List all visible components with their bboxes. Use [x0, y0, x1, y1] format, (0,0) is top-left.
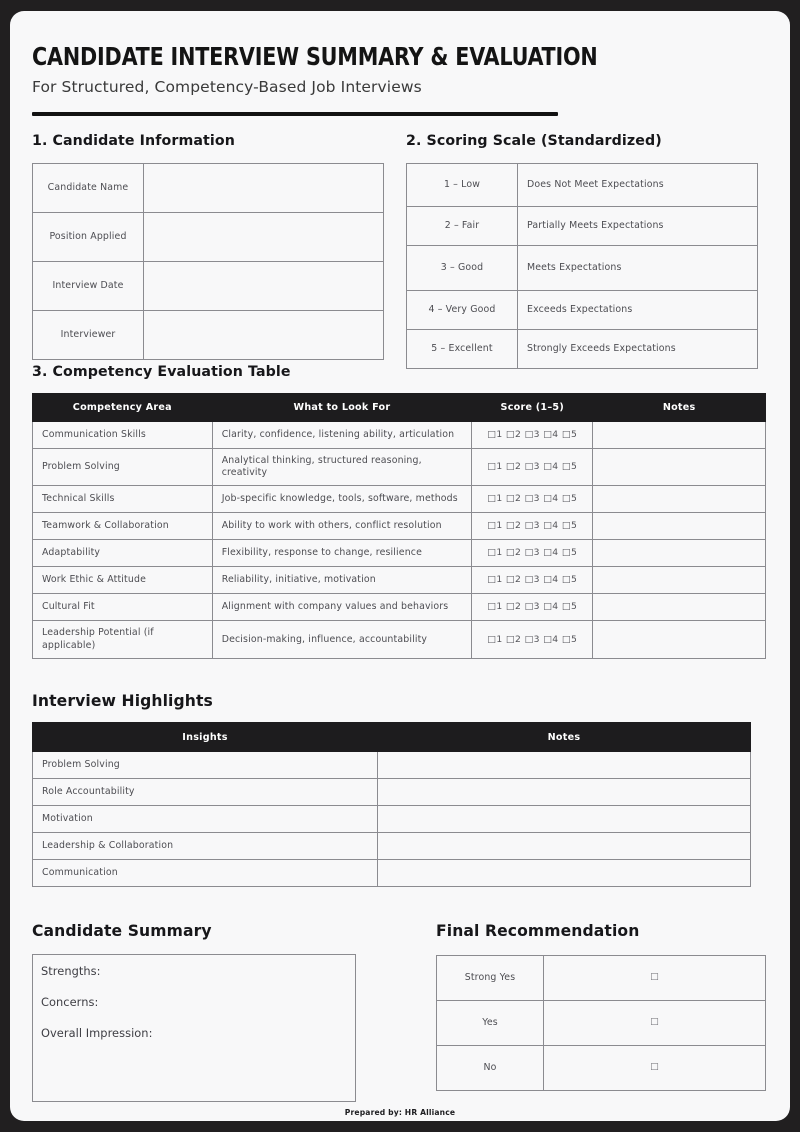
notes-field[interactable]	[593, 422, 766, 449]
table-row	[33, 833, 751, 860]
recommendation-label-no: No	[483, 1061, 497, 1073]
highlight-notes-field[interactable]	[378, 779, 751, 806]
score-checkboxes: □1 □2 □3 □4 □5	[487, 429, 578, 441]
competency-area-cell	[33, 621, 213, 658]
table-row	[33, 594, 766, 621]
table-row	[33, 486, 766, 513]
insight-cell	[33, 860, 378, 887]
table-header-row	[33, 394, 766, 422]
document-body	[32, 11, 766, 1073]
recommendation-checkbox-cell-strong-yes[interactable]	[544, 956, 766, 1001]
column-header-what-to-look-for: What to Look For	[212, 394, 471, 422]
highlight-notes-field[interactable]	[378, 806, 751, 833]
what-to-look-for-text: Decision-making, influence, accountability	[221, 633, 428, 645]
table-row	[33, 752, 751, 779]
scale-score-3: 3 – Good	[440, 261, 484, 273]
page-title: CANDIDATE INTERVIEW SUMMARY & EVALUATION	[32, 42, 598, 71]
highlight-notes-field[interactable]	[378, 833, 751, 860]
notes-field[interactable]	[593, 449, 766, 486]
position-applied-value	[144, 231, 383, 243]
interview-date-value	[144, 280, 383, 292]
competency-area-text: Problem Solving	[42, 461, 120, 473]
notes-text	[593, 574, 765, 586]
highlight-notes-text	[378, 813, 750, 825]
scale-meaning-3: Meets Expectations	[527, 261, 622, 273]
notes-field[interactable]	[593, 594, 766, 621]
highlight-notes-text	[378, 840, 750, 852]
what-to-look-for-cell	[212, 621, 471, 658]
scale-score-1: 1 – Low	[443, 178, 481, 190]
table-row	[33, 513, 766, 540]
table-row	[33, 860, 751, 887]
insight-text: Role Accountability	[42, 785, 135, 797]
recommendation-label-cell	[437, 1001, 544, 1046]
competency-area-text: Leadership Potential (if applicable)	[42, 627, 154, 651]
competency-area-cell	[33, 567, 213, 594]
table-row	[437, 1001, 766, 1046]
notes-text	[593, 547, 765, 559]
interview-highlights-heading: Interview Highlights	[32, 692, 213, 710]
interview-highlights-section	[32, 692, 751, 887]
competency-area-cell	[33, 449, 213, 486]
candidate-summary-textarea[interactable]	[32, 954, 356, 1102]
score-checkboxes: □1 □2 □3 □4 □5	[487, 601, 578, 613]
insight-cell	[33, 752, 378, 779]
scale-score-cell	[407, 330, 518, 369]
scale-score-cell	[407, 207, 518, 246]
highlight-notes-field[interactable]	[378, 860, 751, 887]
notes-field[interactable]	[593, 513, 766, 540]
notes-text	[593, 634, 765, 646]
final-recommendation-table	[436, 955, 766, 1091]
interviewer-label: Interviewer	[60, 328, 116, 340]
scale-meaning-cell	[518, 291, 758, 330]
what-to-look-for-text: Analytical thinking, structured reasoning, creativity	[221, 455, 422, 479]
what-to-look-for-text: Alignment with company values and behaviors	[221, 601, 449, 613]
notes-text	[593, 520, 765, 532]
what-to-look-for-cell	[212, 540, 471, 567]
candidate-summary-section	[32, 922, 356, 1102]
table-header-row	[33, 723, 751, 752]
document-page	[10, 11, 790, 1121]
strengths-label: Strengths:	[41, 964, 101, 978]
scale-meaning-cell	[518, 246, 758, 291]
notes-text	[593, 429, 765, 441]
score-checkbox-group[interactable]	[472, 513, 593, 540]
competency-area-text: Technical Skills	[42, 493, 115, 505]
insight-cell	[33, 833, 378, 860]
column-header-notes: Notes	[593, 394, 766, 422]
table-row	[437, 1046, 766, 1091]
recommendation-label-strong-yes: Strong Yes	[464, 971, 516, 983]
what-to-look-for-text: Ability to work with others, conflict resolution	[221, 520, 442, 532]
what-to-look-for-text: Job-specific knowledge, tools, software, methods	[221, 493, 458, 505]
interview-date-label: Interview Date	[52, 279, 124, 291]
insight-cell	[33, 779, 378, 806]
notes-field[interactable]	[593, 486, 766, 513]
competency-area-text: Work Ethic & Attitude	[42, 574, 146, 586]
position-applied-label-cell	[33, 213, 144, 262]
competency-area-text: Teamwork & Collaboration	[42, 520, 169, 532]
scale-meaning-cell	[518, 164, 758, 207]
notes-field[interactable]	[593, 540, 766, 567]
table-row	[407, 246, 758, 291]
highlight-notes-field[interactable]	[378, 752, 751, 779]
recommendation-label-cell	[437, 956, 544, 1001]
candidate-name-label-cell	[33, 164, 144, 213]
recommendation-label-cell	[437, 1046, 544, 1091]
overall-impression-label: Overall Impression:	[41, 1026, 153, 1040]
candidate-information-section	[32, 133, 384, 360]
table-row	[33, 164, 384, 213]
score-checkboxes: □1 □2 □3 □4 □5	[487, 574, 578, 586]
table-row	[33, 806, 751, 833]
competency-area-cell	[33, 540, 213, 567]
scale-score-cell	[407, 291, 518, 330]
table-row	[33, 567, 766, 594]
scale-score-5: 5 – Excellent	[431, 342, 493, 354]
score-checkbox-group[interactable]	[472, 449, 593, 486]
notes-field[interactable]	[593, 567, 766, 594]
recommendation-checkbox-cell-no[interactable]	[544, 1046, 766, 1091]
competency-evaluation-section	[32, 364, 766, 659]
column-header-competency-area: Competency Area	[33, 394, 213, 422]
highlight-notes-text	[378, 786, 750, 798]
footer-prepared-by: Prepared by: HR Alliance	[344, 1108, 456, 1117]
insight-text: Problem Solving	[42, 758, 120, 770]
score-checkboxes: □1 □2 □3 □4 □5	[487, 547, 578, 559]
score-checkbox-group[interactable]	[472, 567, 593, 594]
scale-meaning-cell	[518, 207, 758, 246]
table-row	[33, 213, 384, 262]
notes-text	[593, 493, 765, 505]
scale-meaning-cell	[518, 330, 758, 369]
scale-score-cell	[407, 246, 518, 291]
title-divider	[32, 112, 558, 116]
what-to-look-for-cell	[212, 567, 471, 594]
score-checkboxes: □1 □2 □3 □4 □5	[487, 493, 578, 505]
competency-area-cell	[33, 513, 213, 540]
what-to-look-for-cell	[212, 486, 471, 513]
competency-evaluation-table	[32, 393, 766, 659]
checkbox-icon: □	[650, 1062, 659, 1073]
notes-text	[593, 461, 765, 473]
recommendation-checkbox-cell-yes[interactable]	[544, 1001, 766, 1046]
insight-text: Motivation	[42, 812, 93, 824]
scale-score-4: 4 – Very Good	[428, 303, 496, 315]
table-row	[407, 164, 758, 207]
table-row	[407, 330, 758, 369]
competency-area-cell	[33, 422, 213, 449]
what-to-look-for-text: Flexibility, response to change, resilience	[221, 547, 423, 559]
interview-date-field[interactable]	[144, 262, 384, 311]
score-checkbox-group[interactable]	[472, 621, 593, 658]
candidate-information-table	[32, 163, 384, 360]
interviewer-label-cell	[33, 311, 144, 360]
table-row	[33, 540, 766, 567]
checkbox-icon: □	[650, 1017, 659, 1028]
scoring-scale-table	[406, 163, 758, 369]
table-row	[33, 779, 751, 806]
position-applied-field[interactable]	[144, 213, 384, 262]
insight-text: Communication	[42, 866, 118, 878]
competency-evaluation-heading: 3. Competency Evaluation Table	[32, 364, 291, 380]
score-checkbox-group[interactable]	[472, 486, 593, 513]
table-row	[437, 956, 766, 1001]
concerns-label: Concerns:	[41, 995, 99, 1009]
what-to-look-for-cell	[212, 449, 471, 486]
candidate-summary-heading: Candidate Summary	[32, 922, 212, 940]
table-row	[33, 422, 766, 449]
scoring-scale-section	[406, 133, 758, 369]
competency-area-cell	[33, 594, 213, 621]
interview-highlights-table	[32, 722, 751, 887]
final-recommendation-heading: Final Recommendation	[436, 922, 640, 940]
scale-meaning-4: Exceeds Expectations	[527, 303, 633, 315]
table-row	[33, 262, 384, 311]
scale-score-cell	[407, 164, 518, 207]
scale-meaning-2: Partially Meets Expectations	[527, 219, 664, 231]
table-row	[407, 207, 758, 246]
score-checkboxes: □1 □2 □3 □4 □5	[487, 633, 578, 645]
column-header-score: Score (1–5)	[472, 394, 593, 422]
table-row	[33, 621, 766, 658]
insight-cell	[33, 806, 378, 833]
score-checkboxes: □1 □2 □3 □4 □5	[487, 461, 578, 473]
scale-score-2: 2 – Fair	[444, 219, 480, 231]
column-header-insights: Insights	[33, 723, 378, 752]
interview-date-label-cell	[33, 262, 144, 311]
competency-area-cell	[33, 486, 213, 513]
scale-meaning-1: Does Not Meet Expectations	[527, 178, 664, 190]
highlight-notes-text	[378, 759, 750, 771]
interviewer-field[interactable]	[144, 311, 384, 360]
score-checkbox-group[interactable]	[472, 422, 593, 449]
recommendation-label-yes: Yes	[482, 1016, 498, 1028]
scale-meaning-5: Strongly Exceeds Expectations	[527, 342, 676, 354]
score-checkbox-group[interactable]	[472, 594, 593, 621]
column-header-notes: Notes	[378, 723, 751, 752]
what-to-look-for-text: Reliability, initiative, motivation	[221, 574, 376, 586]
competency-area-text: Adaptability	[42, 547, 101, 559]
candidate-information-heading: 1. Candidate Information	[32, 133, 235, 149]
final-recommendation-section	[436, 922, 766, 1091]
notes-text	[593, 601, 765, 613]
candidate-name-field[interactable]	[144, 164, 384, 213]
table-row	[33, 449, 766, 486]
what-to-look-for-cell	[212, 513, 471, 540]
notes-field[interactable]	[593, 621, 766, 658]
score-checkbox-group[interactable]	[472, 540, 593, 567]
page-subtitle: For Structured, Competency-Based Job Interviews	[32, 78, 422, 96]
candidate-name-value	[144, 182, 383, 194]
score-checkboxes: □1 □2 □3 □4 □5	[487, 520, 578, 532]
scoring-scale-heading: 2. Scoring Scale (Standardized)	[406, 133, 662, 149]
table-row	[407, 291, 758, 330]
interviewer-value	[144, 329, 383, 341]
competency-area-text: Communication Skills	[42, 428, 146, 440]
insight-text: Leadership & Collaboration	[42, 839, 174, 851]
what-to-look-for-cell	[212, 594, 471, 621]
position-applied-label: Position Applied	[49, 230, 127, 242]
highlight-notes-text	[378, 867, 750, 879]
checkbox-icon: □	[650, 972, 659, 983]
candidate-name-label: Candidate Name	[47, 181, 129, 193]
competency-area-text: Cultural Fit	[42, 601, 95, 613]
table-row	[33, 311, 384, 360]
what-to-look-for-cell	[212, 422, 471, 449]
what-to-look-for-text: Clarity, confidence, listening ability, articulation	[221, 428, 455, 440]
